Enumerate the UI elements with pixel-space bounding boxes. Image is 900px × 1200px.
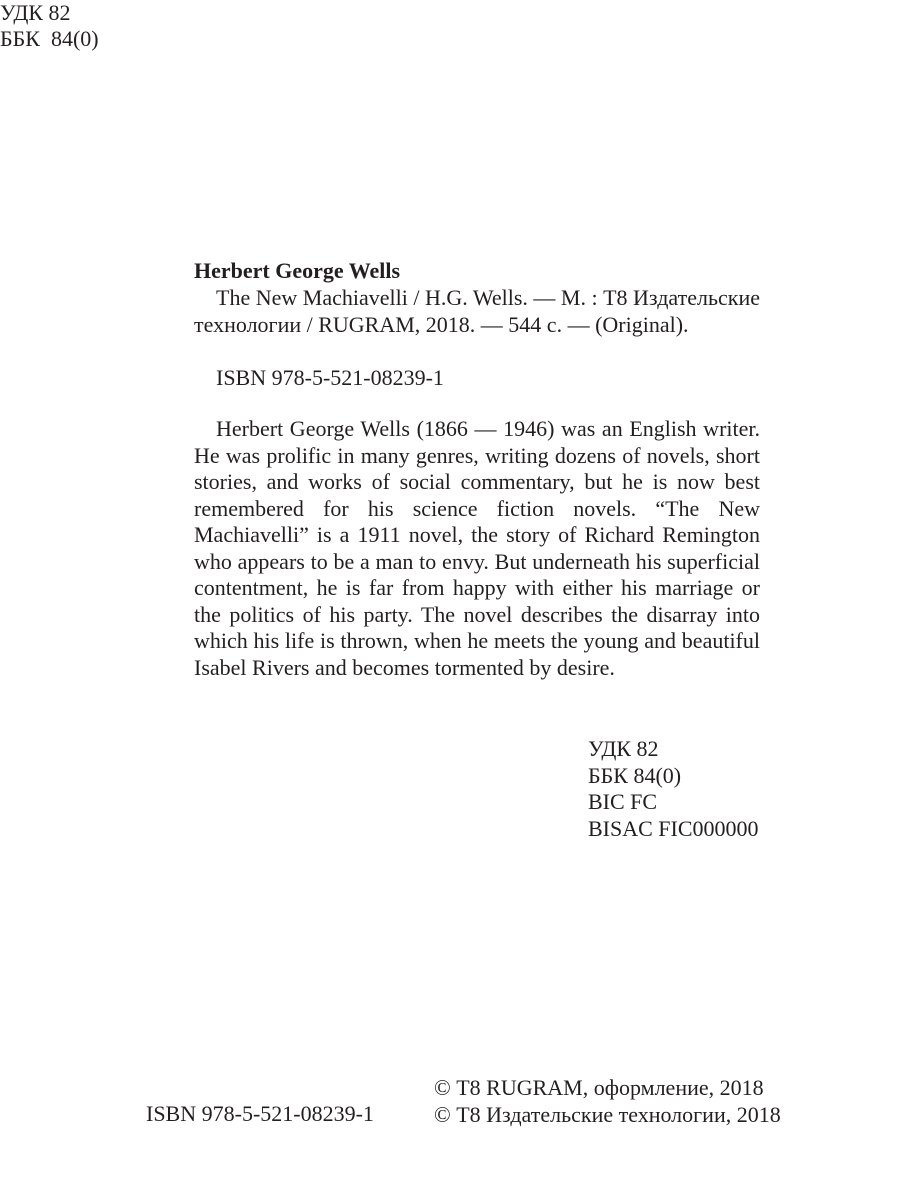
copyright-block [434,1075,781,1128]
top-udk-code: УДК 82 [0,0,71,25]
bibliographic-description: The New Machiavelli / H.G. Wells. — М. : Т8 Издательские технологии / RUGRAM, 2018. — 544 с. — (Original). [194,285,760,337]
bic-code: BIC FC [588,789,658,814]
top-classification [0,0,900,52]
bisac-code: BISAC FIC000000 [588,815,759,841]
book-annotation: Herbert George Wells (1866 — 1946) was an English writer. He was prolific in many genres, writing dozens of novels, short stories, and works of social commentary, but he is now best remembered for his science fiction novels. “The New Machiavelli” is a 1911 novel, the story of Richard Remington who appears to be a man to envy. But underneath his superficial contentment, he is far from happy with either his marriage or the politics of his party. The novel describes the disarray into which his life is thrown, when he meets the young and beautiful Isabel Rivers and becomes tormented by desire. [194,416,760,680]
author-heading: Herbert George Wells [194,258,401,283]
top-bbk-code: ББК 84(0) [0,26,99,51]
copyright-design: © Т8 RUGRAM, оформление, 2018 [434,1075,764,1100]
classification-codes [588,736,759,842]
udk-code: УДК 82 [588,736,659,761]
copyright-publisher: © Т8 Издательские технологии, 2018 [434,1101,781,1127]
bbk-code: ББК 84(0) [588,762,682,788]
isbn-record: ISBN 978-5-521-08239-1 [216,365,444,390]
footer-isbn: ISBN 978-5-521-08239-1 [146,1101,374,1126]
